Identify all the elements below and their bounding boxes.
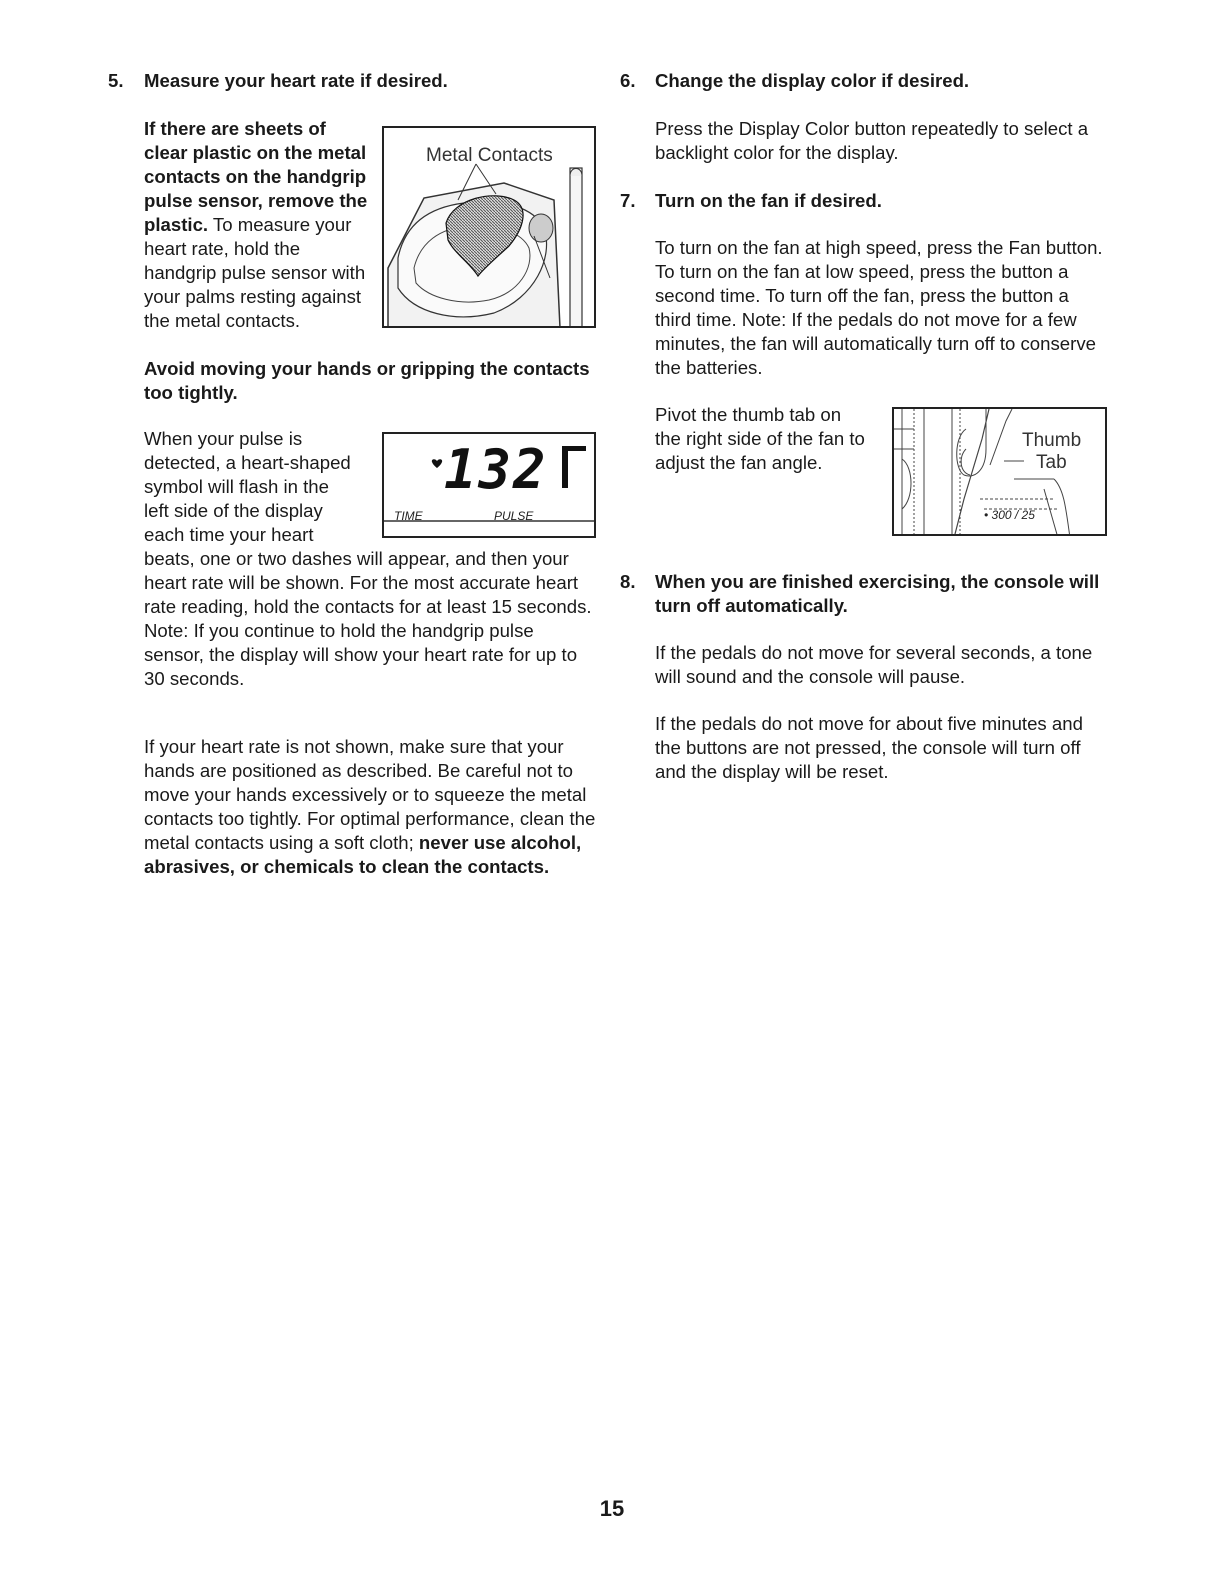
step-7-text: To turn on the fan at high speed, press the Fan button. To turn on the fan at low speed, press the button a second time. To turn off the fan, press the button a third time. Note: If the pedals do not move for a few minutes, the fan will automatically turn off to conserve the batteries. — [655, 237, 1103, 378]
metal-contacts-label: Metal Contacts — [426, 145, 553, 166]
metal-contacts-figure — [382, 126, 596, 328]
step-5-heading: Measure your heart rate if desired. — [144, 70, 448, 91]
step-5-number: 5. — [108, 70, 124, 91]
heart-rate-value: 132 — [444, 438, 548, 501]
step-8-text-1: If the pedals do not move for several seconds, a tone will sound and the console will pause. — [655, 642, 1093, 687]
pulse-detected-text: When your pulse is detected, a heart-shaped symbol will flash in the left side of the display each time your heart beats, one or two dashes will appear, and then your heart rate will be shown. For the most accurate heart rate reading, hold the contacts for at least 15 seconds. Note: If you continue to hold the handgrip pulse sensor, the display will show your heart rate for up to 30 seconds. — [144, 428, 592, 689]
tab-label: Tab — [1036, 452, 1067, 473]
hold-instruction: To measure your heart rate, hold the handgrip pulse sensor with your palms resting against the metal contacts. — [144, 214, 366, 331]
pulse-label: PULSE — [494, 509, 534, 523]
step-5-grip-warning: Avoid moving your hands or gripping the contacts too tightly. — [144, 358, 590, 403]
page-number: 15 — [599, 1496, 625, 1521]
step-6-number: 6. — [620, 70, 636, 91]
thumb-tab-figure — [892, 407, 1107, 536]
step-5-paragraph-3 — [144, 735, 599, 879]
step-7-number: 7. — [620, 190, 636, 211]
cleaning-warning: never use alcohol, abrasives, or chemicals to clean the contacts. — [144, 832, 582, 877]
step-6-heading: Change the display color if desired. — [655, 70, 970, 91]
plastic-warning: If there are sheets of clear plastic on the metal contacts on the handgrip pulse sensor, remove the plastic. — [144, 118, 368, 235]
dash-segment — [562, 446, 586, 488]
pivot-text: Pivot the thumb tab on the right side of the fan to adjust the fan angle. — [655, 404, 865, 473]
fan-marking: • 300 / 25 — [984, 508, 1035, 522]
positioning-text: If your heart rate is not shown, make sure that your hands are positioned as described. Be careful not to move your hands excessively or to squeeze the metal contacts too tightly. For optimal performance, clean the metal contacts using a soft cloth; — [144, 736, 596, 853]
time-label: TIME — [394, 509, 423, 523]
step-8-number: 8. — [620, 571, 636, 592]
step-8-heading: When you are finished exercising, the console will turn off automatically. — [655, 571, 1100, 616]
thumb-label: Thumb — [1022, 430, 1082, 451]
step-8-text-2: If the pedals do not move for about five minutes and the buttons are not pressed, the console will turn off and the display will be reset. — [655, 713, 1083, 782]
step-7-heading: Turn on the fan if desired. — [655, 190, 882, 211]
step-6-text: Press the Display Color button repeatedly to select a backlight color for the display. — [655, 118, 1089, 163]
pulse-display-figure — [382, 432, 596, 538]
